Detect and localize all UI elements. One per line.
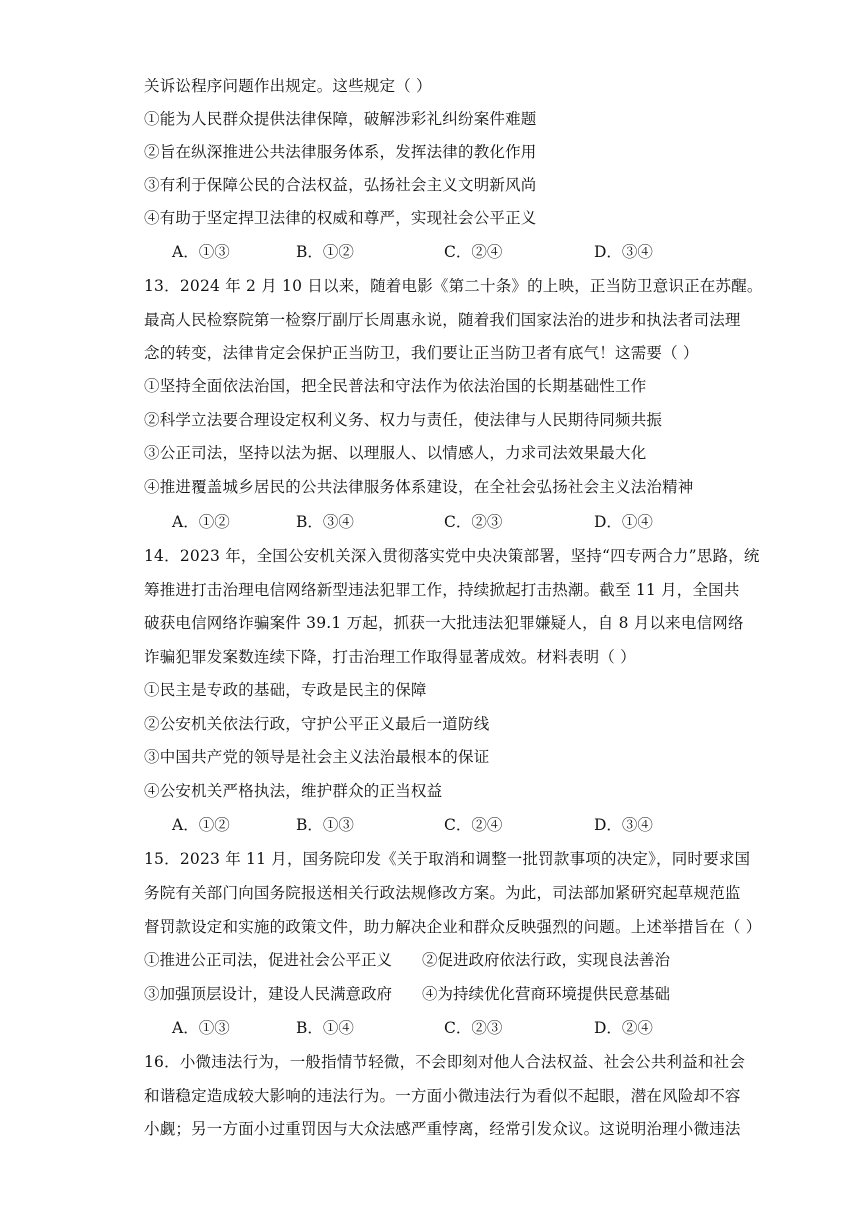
q13-item-1: ①坚持全面依法治国，把全民普法和守法作为依法治国的长期基础性工作: [144, 377, 647, 395]
question-15-stem-line-1: 15．2023 年 11 月，国务院印发《关于取消和调整一批罚款事项的决定》，同时要求国: [144, 850, 751, 868]
q13-option-a: A．①②: [172, 513, 230, 531]
q14-option-c: C．②④: [444, 816, 503, 834]
q14-item-3: ③中国共产党的领导是社会主义法治最根本的保证: [144, 748, 490, 766]
question-13-stem-line-3: 念的转变，法律肯定会保护正当防卫，我们要让正当防卫者有底气！这需要（ ）: [144, 344, 699, 362]
q15-item-1: ①推进公正司法，促进社会公平正义: [144, 951, 393, 969]
q15-option-b: B．①④: [296, 1019, 354, 1037]
question-15-stem-line-3: 督罚款设定和实施的政策文件，助力解决企业和群众反映强烈的问题。上述举措旨在（ ）: [144, 918, 762, 936]
question-15-stem-line-2: 务院有关部门向国务院报送相关行政法规修改方案。为此，司法部加紧研究起草规范监: [144, 884, 741, 902]
question-16-stem-line-2: 和谐稳定造成较大影响的违法行为。一方面小微违法行为看似不起眼，潜在风险却不容: [144, 1087, 741, 1105]
q14-option-b: B．①③: [296, 816, 354, 834]
q15-item-3: ③加强顶层设计，建设人民满意政府: [144, 985, 393, 1003]
q13-item-3: ③公正司法，坚持以法为据、以理服人、以情感人，力求司法效果最大化: [144, 444, 647, 462]
question-13-stem-line-2: 最高人民检察院第一检察厅副厅长周惠永说，随着我们国家法治的进步和执法者司法理: [144, 311, 741, 329]
question-16-stem-line-3: 小觑；另一方面小过重罚因与大众法感严重悖离，经常引发众议。这说明治理小微违法: [144, 1120, 741, 1138]
q14-item-2: ②公安机关依法行政，守护公平正义最后一道防线: [144, 715, 490, 733]
q12-option-a: A．①③: [172, 243, 230, 261]
q12-item-3: ③有利于保障公民的合法权益，弘扬社会主义文明新风尚: [144, 176, 537, 194]
question-16-stem-line-1: 16．小微违法行为，一般指情节轻微，不会即刻对他人合法权益、社会公共利益和社会: [144, 1053, 746, 1071]
q14-option-d: D．③④: [594, 816, 653, 834]
q15-item-4: ④为持续优化营商环境提供民意基础: [422, 985, 671, 1003]
q12-item-2: ②旨在纵深推进公共法律服务体系，发挥法律的教化作用: [144, 143, 537, 161]
q15-item-2: ②促进政府依法行政，实现良法善治: [422, 951, 671, 969]
question-13-stem-line-1: 13．2024 年 2 月 10 日以来，随着电影《第二十条》的上映，正当防卫意识正在苏醒。: [144, 277, 763, 295]
question-14-stem-line-3: 破获电信网络诈骗案件 39.1 万起，抓获一大批违法犯罪嫌疑人，自 8 月以来电信网络: [144, 614, 744, 632]
q14-item-1: ①民主是专政的基础，专政是民主的保障: [144, 681, 427, 699]
q12-item-1: ①能为人民群众提供法律保障，破解涉彩礼纠纷案件难题: [144, 110, 537, 128]
q12-option-d: D．③④: [594, 243, 653, 261]
q13-option-c: C．②③: [444, 513, 503, 531]
q14-item-4: ④公安机关严格执法，维护群众的正当权益: [144, 782, 443, 800]
q13-option-b: B．③④: [296, 513, 354, 531]
question-14-stem-line-2: 筹推进打击治理电信网络新型违法犯罪工作，持续掀起打击热潮。截至 11 月，全国共: [144, 581, 740, 599]
q14-option-a: A．①②: [172, 816, 230, 834]
q13-item-2: ②科学立法要合理设定权利义务、权力与责任，使法律与人民期待同频共振: [144, 411, 663, 429]
q13-option-d: D．①④: [594, 513, 653, 531]
question-14-stem-line-4: 诈骗犯罪发案数连续下降，打击治理工作取得显著成效。材料表明（ ）: [144, 648, 636, 666]
q12-option-b: B．①②: [296, 243, 354, 261]
q12-item-4: ④有助于坚定捍卫法律的权威和尊严，实现社会公平正义: [144, 209, 537, 227]
q15-option-c: C．②③: [444, 1019, 503, 1037]
q12-option-c: C．②④: [444, 243, 503, 261]
q13-item-4: ④推进覆盖城乡居民的公共法律服务体系建设，在全社会弘扬社会主义法治精神: [144, 478, 694, 496]
question-12-stem: 关诉讼程序问题作出规定。这些规定（ ）: [144, 77, 432, 95]
question-14-stem-line-1: 14．2023 年，全国公安机关深入贯彻落实党中央决策部署，坚持“四专两合力”思路，统: [144, 547, 760, 565]
q15-option-a: A．①③: [172, 1019, 230, 1037]
q15-option-d: D．②④: [594, 1019, 653, 1037]
